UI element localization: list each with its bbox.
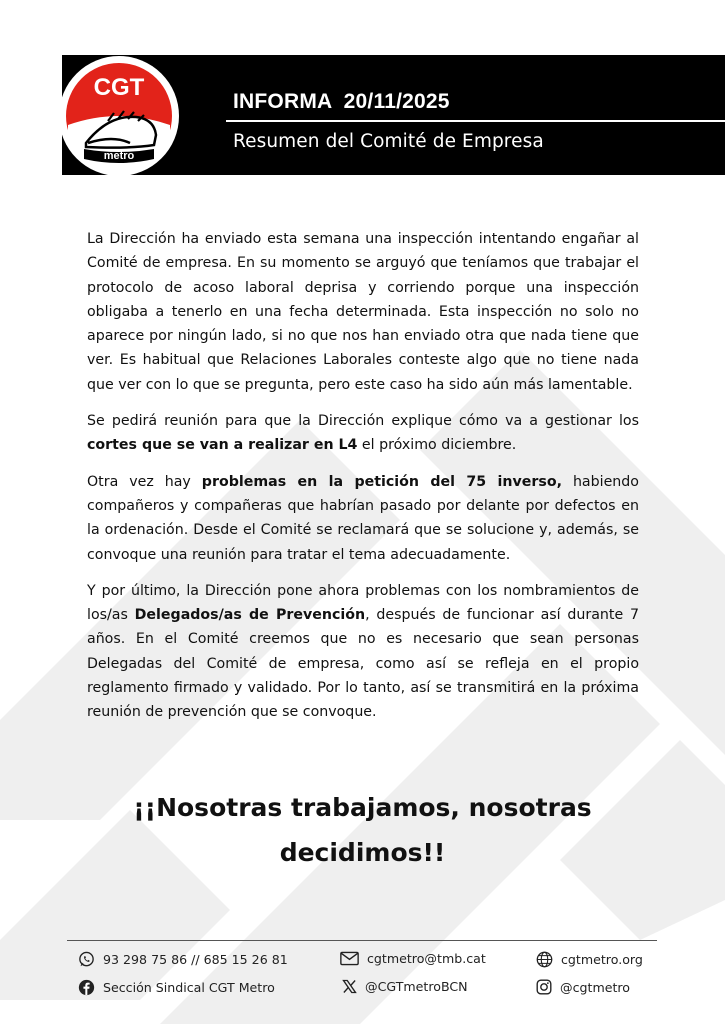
document-body — [87, 227, 639, 737]
whatsapp-icon — [78, 951, 95, 968]
paragraph-1: La Dirección ha enviado esta semana una inspección intentando engañar al Comité de empresa. En su momento se arguyó que teníamos que trabajar el protocolo de acoso laboral deprisa y corriendo porque una inspección obligaba a tenerlo en una fecha determinada. Esta inspección no solo no aparece por ningún lado, si no que nos han enviado otra que nada tiene que ver. Es habitual que Relaciones Laborales conteste algo que no tiene nada que ver con lo que se pregunta, pero este caso ha sido aún más lamentable. — [87, 231, 639, 393]
footer-email[interactable]: cgtmetro@tmb.cat — [340, 951, 486, 966]
paragraph-2: Se pedirá reunión para que la Dirección explique cómo va a gestionar los cortes que se van a realizar en L4 el próximo diciembre. — [87, 413, 639, 454]
footer-x[interactable]: @CGTmetroBCN — [342, 979, 468, 994]
cgt-metro-logo — [58, 55, 180, 177]
footer-instagram[interactable]: @cgtmetro — [536, 979, 630, 995]
document-title: INFORMA 20/11/2025 — [233, 90, 450, 113]
footer-phone: 93 298 75 86 // 685 15 26 81 — [78, 951, 288, 968]
logo-subtext: metro — [103, 150, 135, 162]
document-subtitle: Resumen del Comité de Empresa — [233, 131, 544, 152]
logo-text: CGT — [93, 74, 145, 101]
header-divider — [226, 120, 725, 122]
footer-facebook[interactable]: Sección Sindical CGT Metro — [78, 979, 275, 996]
facebook-icon — [78, 979, 95, 996]
footer-divider — [67, 940, 657, 941]
bold-delegados: Delegados/as de Prevención — [134, 607, 366, 624]
instagram-icon — [536, 979, 552, 995]
email-icon — [340, 951, 359, 966]
paragraph-3: Otra vez hay problemas en la petición del 75 inverso, habiendo compañeros y compañeras que habrían pasado por delante por defectos en la ordenación. Desde el Comité se reclamará que se solucione y, además, se convoque una reunión para tratar el tema adecuadamente. — [87, 473, 639, 563]
slogan: ¡¡Nosotras trabajamos, nosotras decidimos!! — [133, 793, 592, 867]
bold-l4-cuts: cortes que se van a realizar en L4 — [87, 437, 358, 454]
x-icon — [342, 979, 357, 994]
footer-website[interactable]: cgtmetro.org — [536, 951, 643, 968]
paragraph-4: Y por último, la Dirección pone ahora problemas con los nombramientos de los/as Delegados/as de Prevención, después de funcionar así durante 7 años. En el Comité creemos que no es necesario que sean personas Delegadas del Comité de empresa, como así se refleja en el propio reglamento firmado y validado. Por lo tanto, así se transmitirá en la próxima reunión de prevención que se convoque. — [87, 582, 639, 721]
globe-icon — [536, 951, 553, 968]
bold-75-inverso: problemas en la petición del 75 inverso, — [201, 473, 562, 490]
